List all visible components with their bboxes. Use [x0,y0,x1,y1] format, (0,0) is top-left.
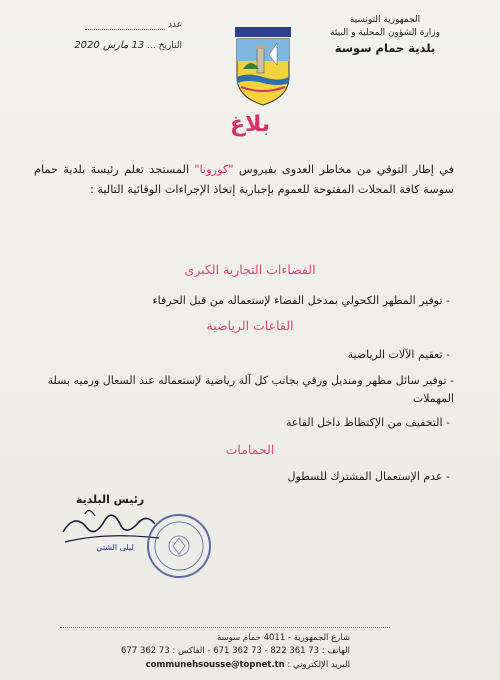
list-item: - تعقيم الآلات الرياضية [347,348,450,361]
municipal-emblem-icon [233,25,293,107]
fax-value: 73 362 677 [121,646,170,656]
list-item: - عدم الإستعمال المشترك للسطول [287,470,450,483]
issuer-header [310,14,460,56]
signatory-name: ليلى الشتي [96,543,134,552]
official-stamp-icon [145,512,213,580]
footer-divider [60,627,390,628]
list-item: - توفير المطهر الكحولي بمدخل الفضاء لإستعماله من قبل الحرفاء [152,294,450,307]
intro-text-start: في إطار التوقي من مخاطر العدوى بفيروس [233,163,454,176]
date-label: التاريخ [158,41,182,51]
section-heading: القاعات الرياضية [206,318,294,333]
reference-label: عدد [167,20,182,30]
phone-label: الهاتف : [321,646,350,656]
municipality-name: بلدية حمام سوسة [334,41,436,55]
footer-contact: الهاتف : 73 361 822 - 73 362 671 - الفاكس : 73 362 677 [121,646,350,656]
reference-row [62,20,182,30]
intro-paragraph [34,160,454,200]
intro-text-end: المستجد تعلم رئيسة بلدية حمام سوسة كافة المحلات المفتوحة للعموم بإجبارية إتخاذ الإجراءات الوقائية التالية : [34,163,454,196]
reference-block [62,20,182,51]
footer-address: شارع الجمهورية - 4011 حمام سوسة [216,633,350,643]
document-title: بلاغ [230,112,270,137]
intro-highlight: "كورونا" [194,163,234,176]
date-value: 13 مارس 2020 [74,40,145,51]
ministry-name: وزارة الشؤون المحلية و البيئة [330,28,440,38]
country-name: الجمهورية التونسية [349,15,421,25]
date-row: التاريخ ... 13 مارس 2020 [74,40,182,51]
section-heading: الفضاءات التجارية الكبرى [184,262,316,277]
footer-email [90,660,350,670]
email-value[interactable]: communehsousse@topnet.tn [145,660,285,670]
section-heading: الحمامات [225,442,275,457]
list-item: - التخفيف من الإكتظاظ داخل القاعة [285,416,450,429]
phone-value: 73 361 822 - 73 362 671 [213,646,320,656]
email-label: البريد الإلكتروني : [287,660,350,670]
reference-dots [85,20,165,30]
fax-label: الفاكس : [172,646,205,656]
list-item: - توفير سائل مطهر ومنديل ورقي بجانب كل آلة رياضية لإستعماله عند السعال ورميه بسلة المهملات [47,374,454,405]
signatory-title: رئيس البلدية [75,493,145,506]
